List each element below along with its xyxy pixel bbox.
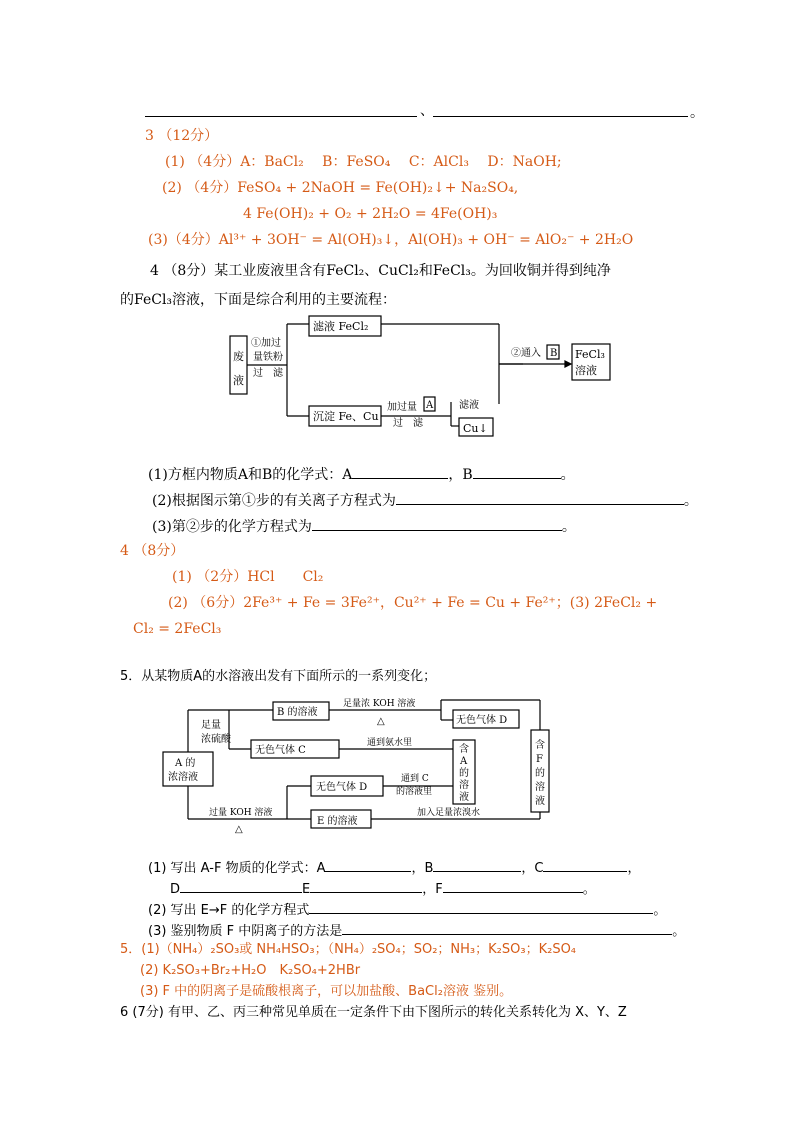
q5-part-1-cont <box>170 878 596 899</box>
q4-part-3-label: (3)第②步的化学方程式为 <box>152 519 312 535</box>
to-ammonia: 通到氨水里 <box>367 738 413 748</box>
answer-blank-d <box>180 878 302 893</box>
answer-blank <box>342 920 672 935</box>
step1-label-a: ①加过 <box>251 338 281 349</box>
product-solution: 溶液 <box>575 364 597 377</box>
q4-flow-diagram <box>225 314 525 442</box>
answer-blank <box>309 899 653 914</box>
sol-a-3: 的 <box>459 768 469 779</box>
q3-answer-3: 4 Fe(OH)₂ + O₂ + 2H₂O = 4Fe(OH)₃ <box>243 206 498 222</box>
answer-blank-c <box>543 857 627 872</box>
q4-part-2-label: (2)根据图示第①步的有关离子方程式为 <box>152 493 396 509</box>
label-d: D <box>170 882 181 897</box>
q3-answer-1: (1) （4分）A：BaCl₂ B：FeSO₄ C：AlCl₃ D：NaOH; <box>165 154 562 170</box>
period: 。 <box>582 882 596 897</box>
q5-part-3 <box>148 920 685 941</box>
node-c: 无色气体 C <box>255 745 306 756</box>
label-f: ，F <box>422 882 443 897</box>
q4-flow-diagram-right <box>499 342 614 382</box>
period: 。 <box>683 493 698 509</box>
waste-label-2: 液 <box>233 374 244 387</box>
q5-part-1-label: (1) 写出 A-F 物质的化学式：A <box>148 861 326 876</box>
step2-label: ②通入 <box>511 348 541 359</box>
filtrate-2: 滤液 <box>459 400 479 411</box>
q4-part-2 <box>152 490 698 510</box>
filter-label: 过 滤 <box>393 418 423 429</box>
copper-product: Cu↓ <box>463 422 488 435</box>
answer-blank <box>396 490 684 505</box>
q5-part-1-c: ，C <box>521 861 544 876</box>
sol-f-2: F <box>536 754 543 765</box>
q5-answer-1: 5．(1)（NH₄）₂SO₃或 NH₄HSO₃；（NH₄）₂SO₄；SO₂；NH₃；K₂SO₃；K₂SO₄ <box>120 942 577 957</box>
separator: 、 <box>420 103 434 119</box>
to-c-1: 通到 C <box>401 774 429 784</box>
add-a-label: 加过量 <box>387 402 417 413</box>
node-b: B 的溶液 <box>277 707 318 718</box>
step1-label-c: 过 滤 <box>253 368 283 379</box>
period: 。 <box>653 903 667 918</box>
q5-answer-3: (3) F 中的阴离子是硫酸根离子，可以加盐酸、BaCl₂溶液 鉴别。 <box>140 984 513 999</box>
period: 。 <box>672 924 686 939</box>
label-e: E <box>302 882 311 897</box>
koh-bottom: 过量 KOH 溶液 <box>209 808 273 818</box>
add-bromine: 加入足量浓溴水 <box>417 808 481 818</box>
node-a-line2: 浓溶液 <box>168 772 198 783</box>
sol-a-2: A <box>460 756 468 767</box>
q5-part-2-label: (2) 写出 E→F 的化学方程式 <box>148 903 310 918</box>
node-a-line1: A 的 <box>175 758 196 769</box>
q4-part-1-b: ，B <box>448 467 473 483</box>
answer-blank-a <box>352 464 448 479</box>
conc-acid-2: 浓硫酸 <box>201 734 231 745</box>
q4-text-2: 的FeCl₃溶液，下面是综合利用的主要流程： <box>120 292 397 308</box>
node-e: E 的溶液 <box>317 816 358 827</box>
q3-heading: 3 （12分） <box>145 128 219 144</box>
q4-part-3 <box>152 516 576 536</box>
answer-blank <box>312 516 562 531</box>
q4-answer-heading: 4 （8分） <box>120 543 185 559</box>
precipitate-fe-cu: 沉淀 Fe、Cu <box>313 410 379 423</box>
answer-blank-f <box>443 878 583 893</box>
step1-label-b: 量铁粉 <box>253 352 283 363</box>
q4-text-1: 4 （8分）某工业废液里含有FeCl₂、CuCl₂和FeCl₃。为回收铜并得到纯净 <box>150 263 611 279</box>
delta-bottom: △ <box>235 824 243 835</box>
q4-answer-1: (1) （2分）HCl Cl₂ <box>172 569 324 585</box>
answer-blank-b <box>433 857 521 872</box>
q5-part-3-label: (3) 鉴别物质 F 中阴离子的方法是 <box>148 924 343 939</box>
q5-part-1 <box>148 857 641 878</box>
period: 。 <box>560 467 575 483</box>
q5-text: 5．从某物质A的水溶液出发有下面所示的一系列变化； <box>120 669 437 684</box>
answer-blank-b <box>473 464 561 479</box>
node-d-top: 无色气体 D <box>456 715 508 726</box>
q5-answer-2: (2) K₂SO₃+Br₂+H₂O K₂SO₄+2HBr <box>140 963 361 978</box>
q5-flow-diagram <box>155 690 555 835</box>
waste-label-1: 废 <box>233 350 244 363</box>
q4-answer-2: (2) （6分）2Fe³⁺ + Fe = 3Fe²⁺，Cu²⁺ + Fe = Cu + Fe²⁺；(3) 2FeCl₂ + <box>168 595 658 611</box>
sol-a-4: 溶 <box>459 780 469 791</box>
sol-f-3: 的 <box>535 768 545 779</box>
q4-part-1-label: (1)方框内物质A和B的化学式：A <box>148 467 353 483</box>
q6-text: 6 (7分) 有甲、乙、丙三种常见单质在一定条件下由下图所示的转化关系转化为 X、Y、Z <box>120 1005 627 1020</box>
node-d-mid: 无色气体 D <box>316 782 368 793</box>
q3-answer-2: (2) （4分）FeSO₄ + 2NaOH = Fe(OH)₂↓+ Na₂SO₄, <box>162 180 519 196</box>
comma: ， <box>627 861 641 876</box>
period: 。 <box>690 105 704 121</box>
delta-top: △ <box>377 716 385 727</box>
answer-blank-e <box>310 878 422 893</box>
sol-f-5: 液 <box>535 796 545 807</box>
to-c-2: 的溶液里 <box>396 787 433 797</box>
period: 。 <box>561 519 576 535</box>
koh-top: 足量浓 KOH 溶液 <box>343 699 416 709</box>
conc-acid-1: 足量 <box>201 720 221 731</box>
box-b: B <box>550 348 558 359</box>
sol-f-1: 含 <box>535 740 545 751</box>
sol-a-5: 液 <box>459 792 469 803</box>
q4-part-1 <box>148 464 575 484</box>
answer-blank-a <box>325 857 411 872</box>
answer-blank <box>433 102 688 117</box>
product-fecl3: FeCl₃ <box>575 348 605 361</box>
q3-answer-4: (3)（4分）Al³⁺ + 3OH⁻ = Al(OH)₃↓，Al(OH)₃ + OH⁻ = AlO₂⁻ + 2H₂O <box>148 232 634 248</box>
sol-f-4: 溶 <box>535 782 545 793</box>
q4-answer-3: Cl₂ = 2FeCl₃ <box>133 621 222 637</box>
sol-a-1: 含 <box>459 744 469 755</box>
q5-part-2 <box>148 899 666 920</box>
answer-blank <box>145 102 417 117</box>
filtrate-fecl2: 滤液 FeCl₂ <box>313 320 369 333</box>
q5-part-1-b: ，B <box>411 861 434 876</box>
box-a: A <box>426 400 434 411</box>
